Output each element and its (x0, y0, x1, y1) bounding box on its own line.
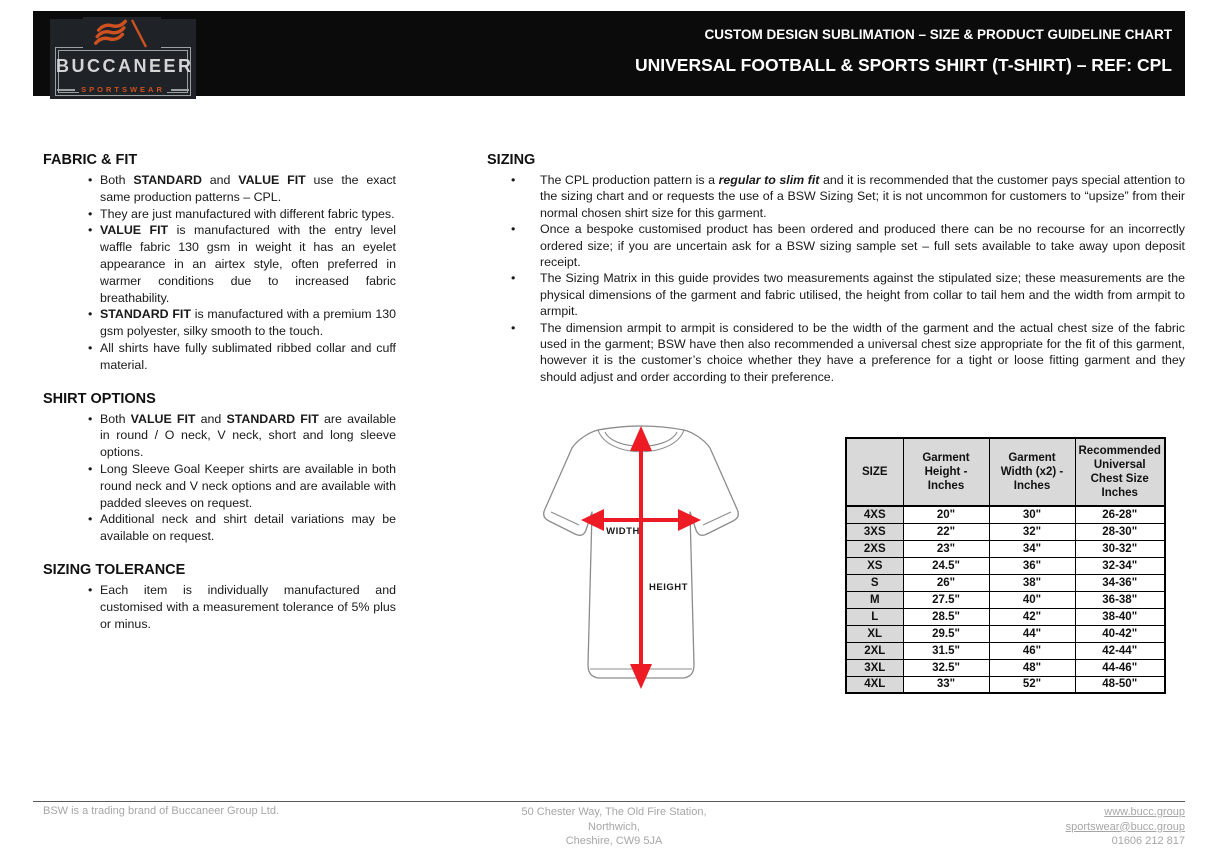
section-heading-sizing-tolerance: SIZING TOLERANCE (43, 561, 186, 578)
size-row-2xl (846, 642, 1165, 659)
size-value: 34" (989, 540, 1075, 557)
size-value: 34-36" (1075, 574, 1165, 591)
logo-frame (55, 47, 194, 96)
bullet-item: • Long Sleeve Goal Keeper shirts are available in both round neck and V neck options and are available with padded sleeves on request. (43, 461, 396, 511)
doc-subtitle: CUSTOM DESIGN SUBLIMATION – SIZE & PRODUCT GUIDELINE CHART (704, 27, 1172, 42)
section-heading-fabric-fit: FABRIC & FIT (43, 152, 138, 168)
size-row-l (846, 608, 1165, 625)
size-value: 48-50" (1075, 676, 1165, 693)
header-bar (33, 11, 1185, 96)
logo-sub-text: SPORTSWEAR (81, 85, 165, 94)
size-label: 2XS (846, 540, 903, 557)
address-line: Northwich, (588, 820, 640, 833)
bullet-list-fabric-fit (43, 172, 396, 374)
size-label: XL (846, 625, 903, 642)
size-value: 48" (989, 659, 1075, 676)
footer-contact (1066, 805, 1185, 849)
size-value: 26-28" (1075, 506, 1165, 523)
section-heading-sizing: SIZING (487, 152, 536, 168)
size-label: 3XS (846, 523, 903, 540)
buccaneer-logo (50, 19, 196, 99)
bullet-list-sizing (487, 172, 1185, 385)
size-value: 20" (903, 506, 989, 523)
size-value: 28-30" (1075, 523, 1165, 540)
flag-icon (83, 17, 161, 49)
size-row-3xl (846, 659, 1165, 676)
size-value: 33" (903, 676, 989, 693)
size-value: 36" (989, 557, 1075, 574)
size-value: 46" (989, 642, 1075, 659)
size-value: 44-46" (1075, 659, 1165, 676)
size-row-xl (846, 625, 1165, 642)
website-link[interactable]: www.bucc.group (1104, 806, 1185, 818)
size-label: 3XL (846, 659, 903, 676)
logo-divider-right (171, 89, 189, 91)
size-value: 32-34" (1075, 557, 1165, 574)
size-value: 40-42" (1075, 625, 1165, 642)
bullet-item: • The Sizing Matrix in this guide provides two measurements against the stipulated size; these measurements are the physical dimensions of the garment and fabric utilised, the height from collar to tail hem and the width from armpit to armpit. (487, 270, 1185, 319)
size-value: 36-38" (1075, 591, 1165, 608)
size-value: 32.5" (903, 659, 989, 676)
size-value: 31.5" (903, 642, 989, 659)
header-titles (635, 11, 1172, 96)
bullet-list-sizing-tolerance (43, 582, 396, 632)
bullet-item: • Each item is individually manufactured and customised with a measurement tolerance of 5% plus or minus. (43, 582, 396, 632)
size-value: 29.5" (903, 625, 989, 642)
tshirt-diagram (520, 413, 782, 705)
size-value: 30-32" (1075, 540, 1165, 557)
bullet-item: • STANDARD FIT is manufactured with a premium 130 gsm polyester, silky smooth to the touch. (43, 306, 396, 340)
address-line: Cheshire, CW9 5JA (565, 835, 663, 848)
column-header: Recommended Universal Chest Size Inches (1075, 438, 1165, 506)
bullet-item: • They are just manufactured with different fabric types. (43, 206, 396, 223)
size-value: 38" (989, 574, 1075, 591)
bullet-item: • The CPL production pattern is a regular to slim fit and it is recommended that the customer pays special attention to the sizing chart and or requests the use of a BSW Sizing Set; it is not uncommon for customers to “upsize” from their normal chosen shirt size for this garment. (487, 172, 1185, 221)
size-value: 40" (989, 591, 1075, 608)
size-label: XS (846, 557, 903, 574)
bullet-item: • Additional neck and shirt detail variations may be available on request. (43, 511, 396, 545)
footer-address (314, 805, 914, 849)
size-value: 22" (903, 523, 989, 540)
size-value: 27.5" (903, 591, 989, 608)
bullet-item: • Both VALUE FIT and STANDARD FIT are available in round / O neck, V neck, short and long sleeve options. (43, 411, 396, 461)
right-column (487, 152, 1185, 385)
logo-divider-left (57, 89, 75, 91)
size-value: 42-44" (1075, 642, 1165, 659)
size-label: M (846, 591, 903, 608)
column-header: Garment Height - Inches (903, 438, 989, 506)
size-value: 28.5" (903, 608, 989, 625)
size-value: 23" (903, 540, 989, 557)
column-header: SIZE (846, 438, 903, 506)
size-label: S (846, 574, 903, 591)
size-value: 30" (989, 506, 1075, 523)
bullet-item: • VALUE FIT is manufactured with the entry level waffle fabric 130 gsm in weight it has an eyelet appearance in an airtex style, often preferred in warmer conditions due to increased fabric breathability. (43, 222, 396, 306)
size-row-xs (846, 557, 1165, 574)
bullet-item: • All shirts have fully sublimated ribbed collar and cuff material. (43, 340, 396, 374)
column-header: Garment Width (x2) - Inches (989, 438, 1075, 506)
size-value: 32" (989, 523, 1075, 540)
size-row-m (846, 591, 1165, 608)
size-row-s (846, 574, 1165, 591)
size-label: L (846, 608, 903, 625)
bullet-item: • Both STANDARD and VALUE FIT use the exact same production patterns – CPL. (43, 172, 396, 206)
size-label: 2XL (846, 642, 903, 659)
size-table-body (846, 506, 1165, 693)
footer-phone: 01606 212 817 (1111, 835, 1185, 848)
size-value: 52" (989, 676, 1075, 693)
size-row-3xs (846, 523, 1165, 540)
size-table (845, 437, 1166, 694)
size-table-header-row (846, 438, 1165, 506)
logo-subtitle-row (56, 85, 190, 94)
bullet-item: • Once a bespoke customised product has been ordered and produced there can be no recourse for an incorrectly ordered size; if you are uncertain ask for a BSW sizing sample set – full sets available to take away upon deposit receipt. (487, 221, 1185, 270)
size-value: 26" (903, 574, 989, 591)
size-label: 4XL (846, 676, 903, 693)
left-column (43, 152, 396, 632)
bullet-item: • The dimension armpit to armpit is considered to be the width of the garment and the actual chest size of the fabric used in the garment; BSW have then also recommended a universal chest size appropriate for the fit of this garment, however it is the customer’s choice whether they have a preference for a tight or loose fitting garment and they should adjust and order according to their preference. (487, 320, 1185, 386)
size-label: 4XS (846, 506, 903, 523)
size-row-4xl (846, 676, 1165, 693)
size-value: 24.5" (903, 557, 989, 574)
logo-brand-text: BUCCANEER (56, 56, 194, 76)
address-line: 50 Chester Way, The Old Fire Station, (521, 806, 707, 818)
email-link[interactable]: sportswear@bucc.group (1065, 820, 1185, 833)
size-row-2xs (846, 540, 1165, 557)
height-label: HEIGHT (649, 582, 688, 593)
bullet-list-shirt-options (43, 411, 396, 545)
section-heading-shirt-options: SHIRT OPTIONS (43, 390, 156, 407)
size-row-4xs (846, 506, 1165, 523)
size-value: 44" (989, 625, 1075, 642)
doc-title: UNIVERSAL FOOTBALL & SPORTS SHIRT (T-SHIRT) – REF: CPL (634, 55, 1172, 75)
size-value: 42" (989, 608, 1075, 625)
footer-trading-note: BSW is a trading brand of Buccaneer Group Ltd. (43, 805, 280, 817)
tshirt-illustration (520, 413, 782, 705)
size-value: 38-40" (1075, 608, 1165, 625)
width-label: WIDTH (606, 526, 640, 537)
footer-divider (33, 801, 1185, 802)
